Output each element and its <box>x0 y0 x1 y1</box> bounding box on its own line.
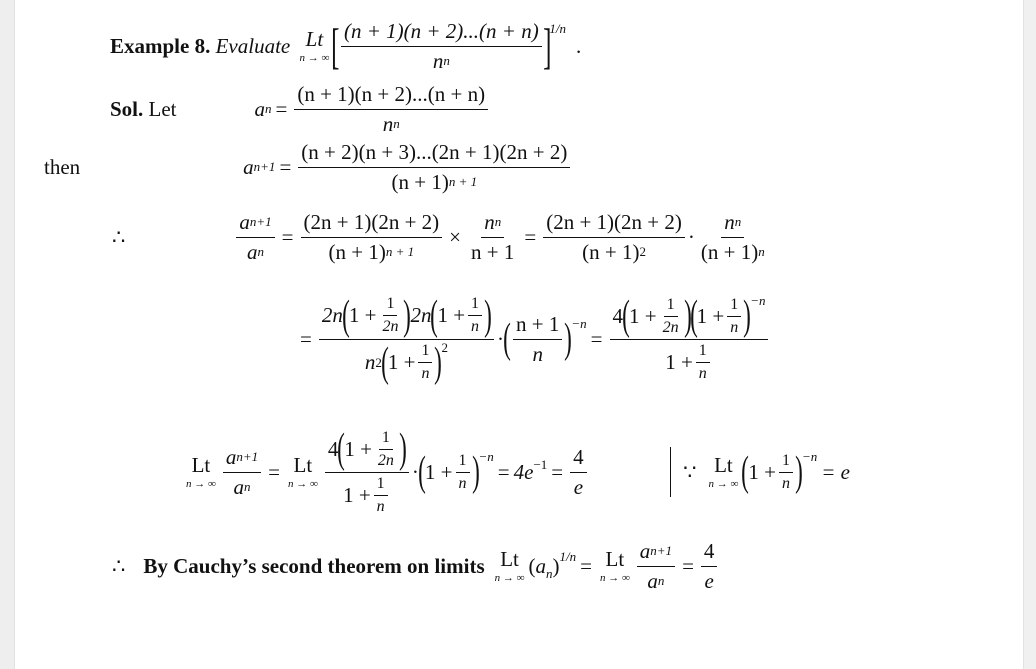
an-fraction: (n + 1)(n + 2)...(n + n) n n <box>294 82 488 137</box>
because-symbol: ∵ <box>683 459 697 484</box>
page-left-edge <box>0 0 15 669</box>
side-note-bar <box>670 447 672 497</box>
sol-label: Sol. <box>110 96 144 121</box>
product-fraction: (n + 1)(n + 2)...(n + n) n n <box>341 19 542 74</box>
example-label: Example 8. <box>110 33 211 58</box>
then-word: then <box>44 154 81 179</box>
therefore-symbol: ∴ <box>112 224 126 249</box>
ratio-line: ∴ a n+1 a n = (2n + 1)(2n + 2) (n + 1) n + 1 × n n n + 1 = (2n + 1)(2n + 2) (n + 1) 2 · n n (n + 1) n <box>112 209 765 264</box>
let-word: Let <box>148 96 177 121</box>
example-line: Example 8. Evaluate Lt n → ∞ [ (n + 1)(n + 2)...(n + n) n n ] 1/n . <box>110 18 582 74</box>
limit-line: Lt n → ∞ a n+1 a n = Lt n → ∞ 4 ( 1 + $\frac{1}{2n}$ ) 1 + $\frac{1}{n}$ · ( 1 + $\frac{1}{n}$ ) −n = 4e −1 = $\frac{4}{e}$ ∵ Lt n → ∞ ( 1 + $\frac{1}{n}$ ) −n = e <box>186 426 850 515</box>
limit-operator: Lt n → ∞ <box>299 26 330 64</box>
an1-fraction: (n + 2)(n + 3)...(2n + 1)(2n + 2) (n + 1) n + 1 <box>298 140 570 195</box>
example-verb: Evaluate <box>215 33 291 58</box>
then-line: then a n+1 = (n + 2)(n + 3)...(2n + 1)(2n + 2) (n + 1) n + 1 <box>44 138 573 196</box>
sol-line: Sol. Let a n = (n + 1)(n + 2)...(n + n) n n <box>110 80 491 138</box>
conclusion-line: ∴ By Cauchy’s second theorem on limits Lt n → ∞ $(a_n)$ 1/n = Lt n → ∞ a n+1 a n = $\frac{4}{e}$ <box>112 536 720 596</box>
conclusion-text: By Cauchy’s second theorem on limits <box>143 553 485 578</box>
therefore-symbol: ∴ <box>112 553 126 578</box>
page-right-edge <box>1023 0 1036 669</box>
expanded-line: = 2n ( 1 + $\frac{1}{2n}$ ) 2n ( 1 + $\frac{1}{n}$ ) n 2 ( 1 + $\frac{1}{n}$ ) 2 · ( $\frac{n + 1}{n}$ ) −n = 4 ( 1 + $\frac{1}{2n}$ ) ( 1 + $\frac{1}{n}$ ) −n 1 + $\frac{1}{n}$ <box>296 272 771 406</box>
